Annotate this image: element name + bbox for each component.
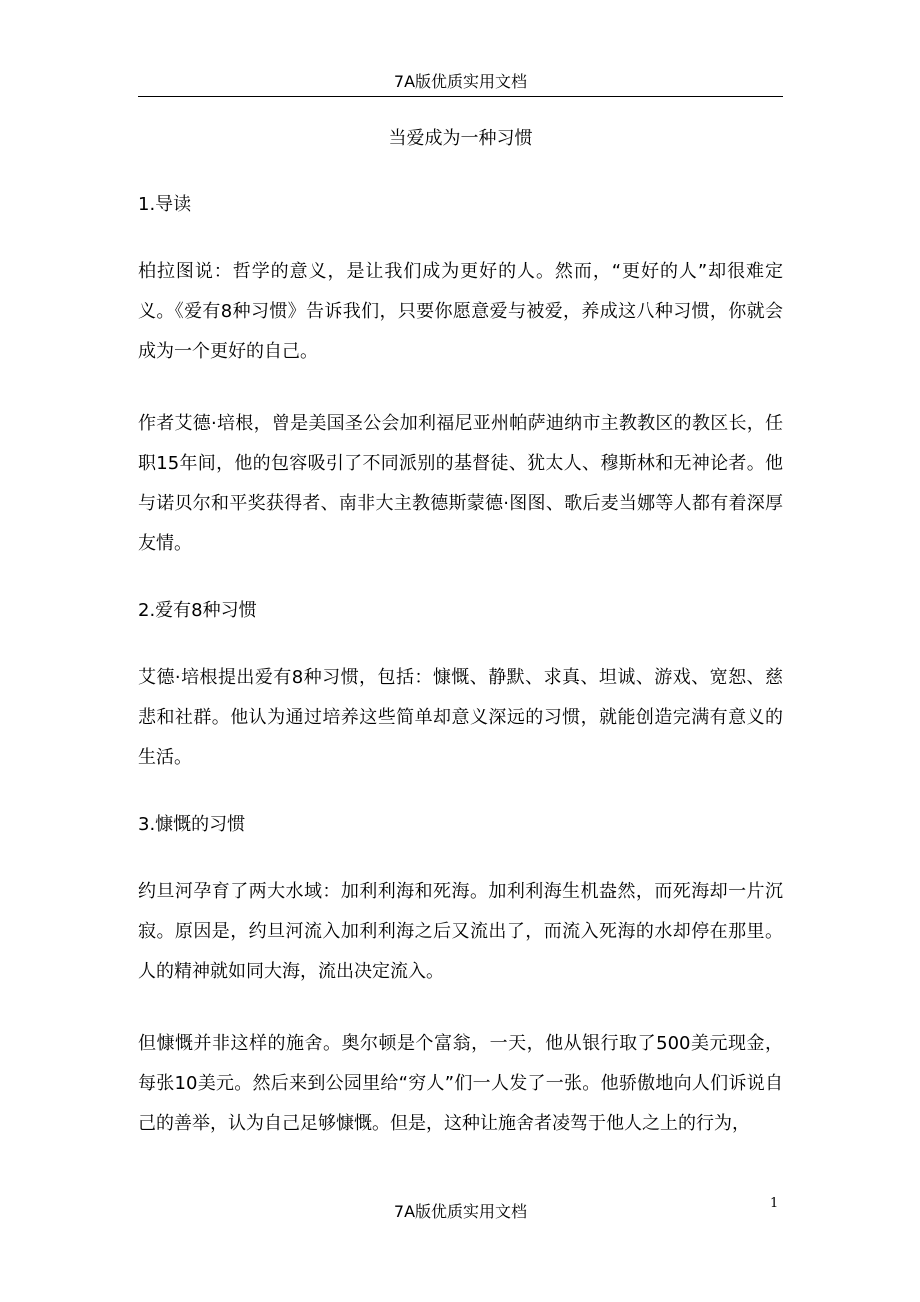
page-header: 7A版优质实用文档: [393, 72, 528, 91]
paragraph: 作者艾德·培根，曾是美国圣公会加利福尼亚州帕萨迪纳市主教教区的教区长，任职15年间，他的包容吸引了不同派别的基督徒、犹太人、穆斯林和无神论者。他与诺贝尔和平奖获得者、南非大主教德斯蒙德·图图、歌后麦当娜等人都有着深厚友情。: [138, 413, 783, 554]
section-heading-generosity: 3.慷慨的习惯: [138, 814, 246, 835]
page-number: 1: [770, 1196, 779, 1211]
section-heading-habits: 2.爱有8种习惯: [138, 600, 257, 621]
section-heading-intro: 1.导读: [138, 194, 192, 215]
page-footer: 7A版优质实用文档: [393, 1202, 528, 1221]
paragraph: 约旦河孕育了两大水域：加利利海和死海。加利利海生机盎然，而死海却一片沉寂。原因是，约旦河流入加利利海之后又流出了，而流入死海的水却停在那里。人的精神就如同大海，流出决定流入。: [138, 881, 783, 982]
header-divider: [138, 96, 783, 97]
document-body: [138, 124, 783, 1176]
document-title: 当爱成为一种习惯: [388, 128, 533, 149]
paragraph: 柏拉图说：哲学的意义，是让我们成为更好的人。然而，“更好的人”却很难定义。《爱有8种习惯》告诉我们，只要你愿意爱与被爱，养成这八种习惯，你就会成为一个更好的自己。: [138, 261, 783, 362]
paragraph: 艾德·培根提出爱有8种习惯，包括：慷慨、静默、求真、坦诚、游戏、宽恕、慈悲和社群。他认为通过培养这些简单却意义深远的习惯，就能创造完满有意义的生活。: [138, 667, 783, 768]
paragraph: 但慷慨并非这样的施舍。奥尔顿是个富翁，一天，他从银行取了500美元现金，每张10美元。然后来到公园里给“穷人”们一人发了一张。他骄傲地向人们诉说自己的善举，认为自己足够慷慨。但是，这种让施舍者凌驾于他人之上的行为，: [138, 1033, 783, 1134]
